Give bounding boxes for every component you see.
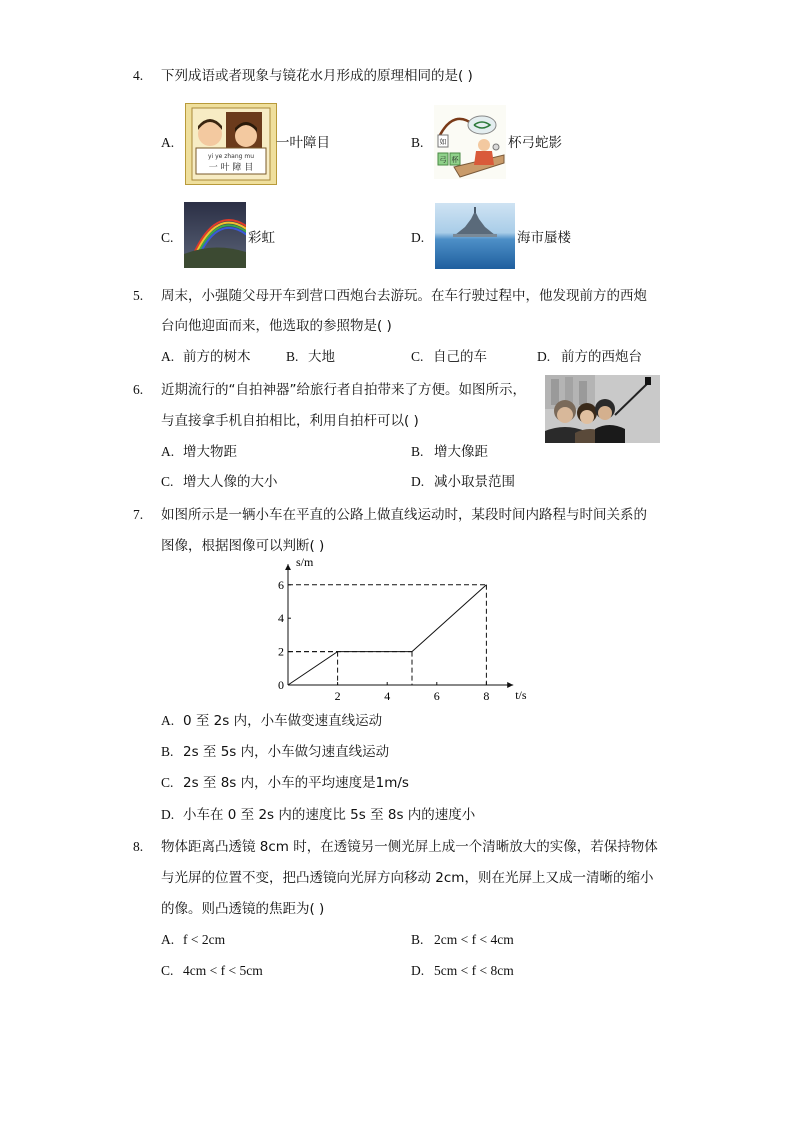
q8-option-d-text: 5cm < f < 8cm bbox=[434, 963, 514, 978]
q7-option-c-text: 2s 至 8s 内，小车的平均速度是1m/s bbox=[183, 775, 409, 791]
bow-snake-label-1: 如 bbox=[439, 138, 447, 146]
x-tick-label-6: 6 bbox=[433, 689, 440, 703]
bow-snake-image bbox=[434, 105, 506, 179]
y-tick-label-6: 6 bbox=[278, 577, 284, 592]
q8-option-d-letter: D. bbox=[411, 963, 425, 978]
y-tick-label-2: 2 bbox=[278, 644, 284, 659]
q5-option-c-letter: C. bbox=[411, 349, 424, 364]
q8-option-b-letter: B. bbox=[411, 932, 424, 947]
q6-option-b-letter: B. bbox=[411, 444, 424, 459]
q4-option-a-text: 一叶障目 bbox=[276, 135, 330, 151]
q5-option-d-text: 前方的西炮台 bbox=[561, 349, 642, 365]
rainbow-image bbox=[184, 202, 246, 268]
q6-option-c-text: 增大人像的大小 bbox=[183, 474, 278, 490]
mirage-image bbox=[435, 203, 515, 269]
q4-option-d-text: 海市蜃楼 bbox=[517, 230, 571, 246]
q4-stem: 下列成语或者现象与镜花水月形成的原理相同的是( ) bbox=[161, 68, 473, 84]
one-leaf-image bbox=[185, 103, 277, 185]
q4-option-b-text: 杯弓蛇影 bbox=[508, 135, 562, 151]
q7-option-a-letter: A. bbox=[161, 713, 175, 728]
q4-option-c-letter: C. bbox=[161, 230, 174, 245]
q5-option-b-text: 大地 bbox=[308, 349, 335, 365]
series-line bbox=[288, 585, 486, 685]
bow-snake-label-2: 弓 bbox=[439, 156, 447, 164]
q8-stem-line2: 与光屏的位置不变，把凸透镜向光屏方向移动 2cm，则在光屏上又成一清晰的缩小 bbox=[161, 870, 654, 886]
q7-option-b-text: 2s 至 5s 内，小车做匀速直线运动 bbox=[183, 744, 390, 760]
x-tick-label-2: 2 bbox=[334, 689, 341, 703]
q6-option-a-letter: A. bbox=[161, 444, 175, 459]
q5-option-a-letter: A. bbox=[161, 349, 175, 364]
q5-stem-line2: 台向他迎面而来，他选取的参照物是( ) bbox=[161, 318, 392, 334]
q5-option-a-text: 前方的树木 bbox=[183, 349, 251, 365]
selfie-stick-photo bbox=[545, 375, 660, 443]
q6-option-b-text: 增大像距 bbox=[434, 444, 488, 460]
y-tick-label-4: 4 bbox=[278, 611, 284, 626]
x-axis-label: t/s bbox=[515, 688, 527, 702]
q8-option-b-text: 2cm < f < 4cm bbox=[434, 932, 514, 947]
q8-number: 8. bbox=[133, 839, 144, 854]
q5-option-b-letter: B. bbox=[286, 349, 299, 364]
q7-option-d-letter: D. bbox=[161, 807, 175, 822]
origin-label: 0 bbox=[278, 678, 284, 692]
y-axis-label: s/m bbox=[296, 558, 314, 570]
q4-option-a-letter: A. bbox=[161, 135, 175, 150]
q6-option-d-letter: D. bbox=[411, 474, 425, 489]
bow-snake-label-3: 杯 bbox=[451, 156, 459, 164]
q7-option-a-text: 0 至 2s 内，小车做变速直线运动 bbox=[183, 713, 383, 729]
one-leaf-caption: 一 叶 障 目 bbox=[208, 163, 254, 173]
q6-number: 6. bbox=[133, 382, 144, 397]
q7-stem-line2: 图像，根据图像可以判断( ) bbox=[161, 538, 325, 554]
q7-stem-line1: 如图所示是一辆小车在平直的公路上做直线运动时，某段时间内路程与时间关系的 bbox=[161, 507, 647, 523]
distance-time-chart bbox=[270, 558, 530, 708]
q7-option-b-letter: B. bbox=[161, 744, 174, 759]
q7-option-c-letter: C. bbox=[161, 775, 174, 790]
x-tick-label-8: 8 bbox=[483, 689, 490, 703]
q4-number: 4. bbox=[133, 68, 144, 83]
q7-option-d-text: 小车在 0 至 2s 内的速度比 5s 至 8s 内的速度小 bbox=[183, 807, 476, 823]
q8-stem-line1: 物体距离凸透镜 8cm 时，在透镜另一侧光屏上成一个清晰放大的实像，若保持物体 bbox=[161, 839, 658, 855]
q5-option-c-text: 自己的车 bbox=[433, 349, 487, 365]
q8-stem-line3: 的像。则凸透镜的焦距为( ) bbox=[161, 901, 325, 917]
q6-option-a-text: 增大物距 bbox=[183, 444, 237, 460]
q4-option-d-letter: D. bbox=[411, 230, 425, 245]
q6-stem-line2: 与直接拿手机自拍相比，利用自拍杆可以( ) bbox=[161, 413, 419, 429]
q6-option-c-letter: C. bbox=[161, 474, 174, 489]
q6-stem-line1: 近期流行的“自拍神器”给旅行者自拍带来了方便。如图所示， bbox=[161, 382, 526, 398]
x-tick-label-4: 4 bbox=[384, 689, 391, 703]
q8-option-a-text: f < 2cm bbox=[183, 932, 226, 947]
one-leaf-pinyin: yi ye zhang mu bbox=[207, 153, 255, 160]
q5-stem-line1: 周末，小强随父母开车到营口西炮台去游玩。在车行驶过程中，他发现前方的西炮 bbox=[161, 288, 647, 304]
q7-number: 7. bbox=[133, 507, 144, 522]
q5-option-d-letter: D. bbox=[537, 349, 551, 364]
q8-option-c-letter: C. bbox=[161, 963, 174, 978]
q4-option-c-text: 彩虹 bbox=[248, 230, 275, 246]
q8-option-c-text: 4cm < f < 5cm bbox=[183, 963, 263, 978]
q4-option-b-letter: B. bbox=[411, 135, 424, 150]
q6-option-d-text: 减小取景范围 bbox=[434, 474, 515, 490]
q8-option-a-letter: A. bbox=[161, 932, 175, 947]
q5-number: 5. bbox=[133, 288, 144, 303]
